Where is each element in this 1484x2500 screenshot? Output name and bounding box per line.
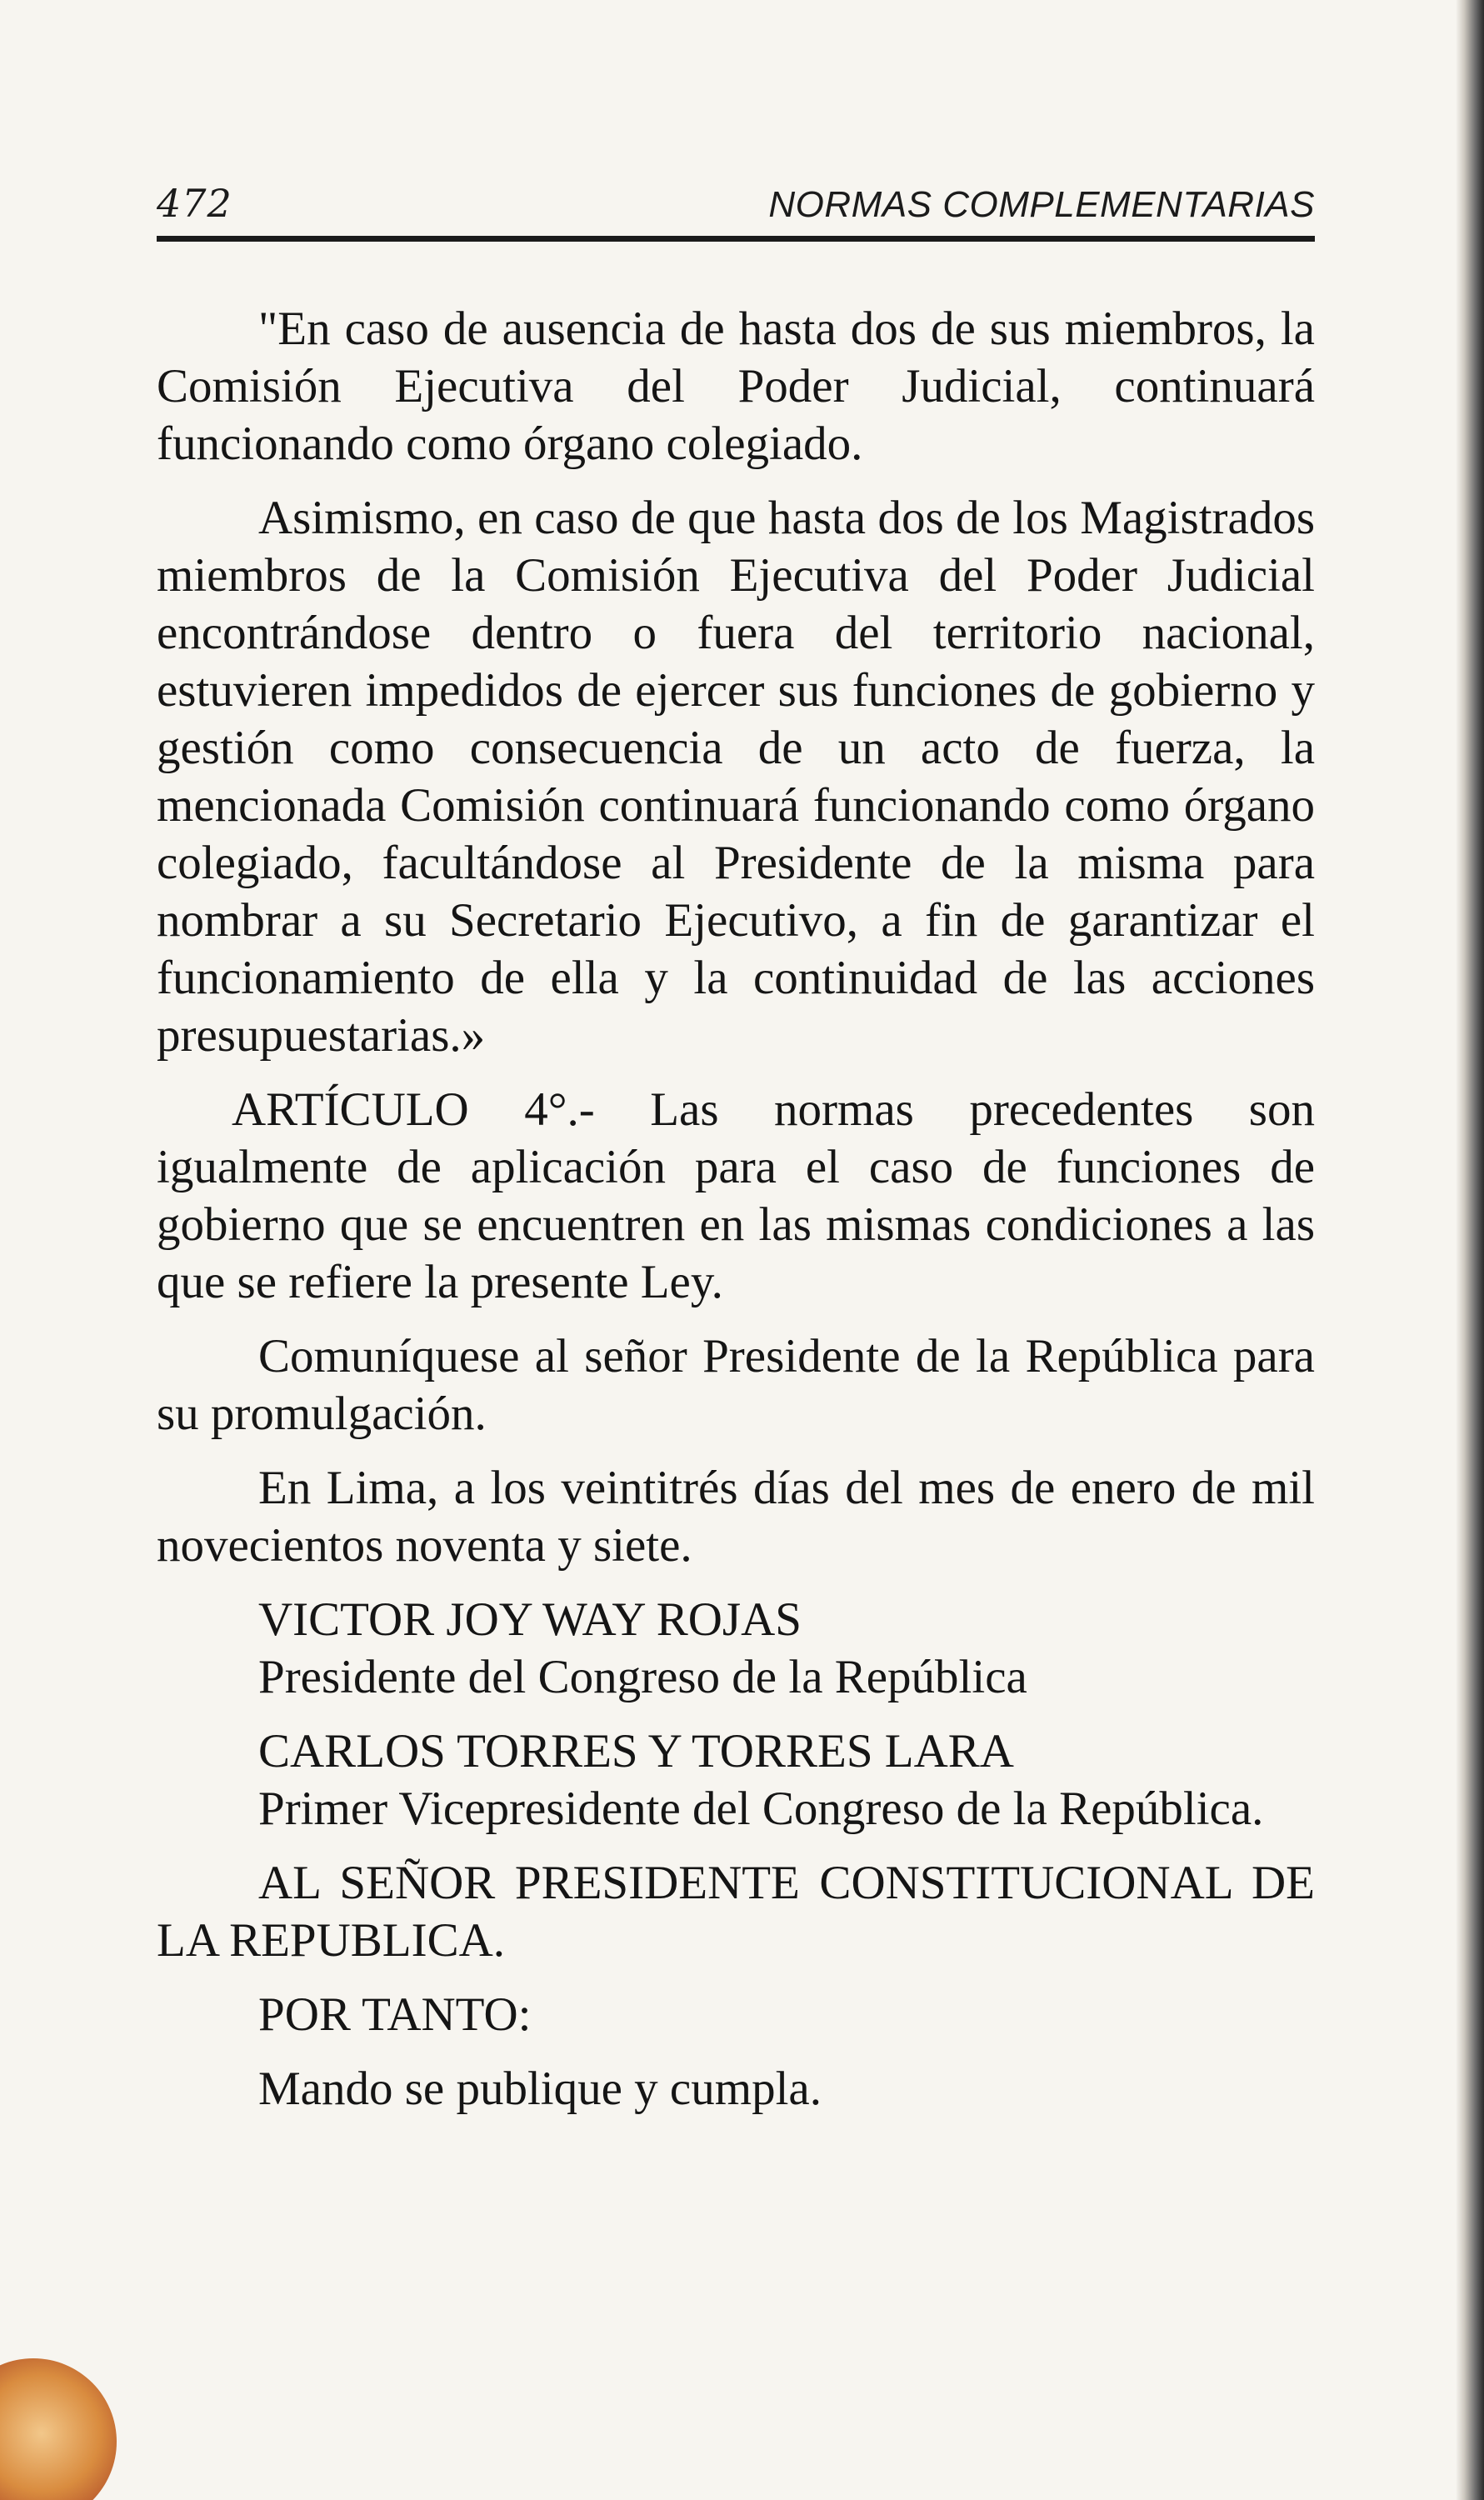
signatory-2 [157,1722,1315,1838]
running-head: NORMAS COMPLEMENTARIAS [768,184,1315,225]
corner-sticker [0,2358,117,2500]
signatory-title: Primer Vicepresidente del Congreso de la República. [258,1782,1264,1835]
paragraph-articulo-4: ARTÍCULO 4°.- Las normas precedentes son igualmente de aplicación para el caso de funciones de gobierno que se encuentren en las mismas condiciones a las que se refiere la presente Ley. [157,1083,1315,1308]
closing-por-tanto: POR TANTO: [258,1988,532,2041]
closing-addressee: AL SEÑOR PRESIDENTE CONSTITUCIONAL DE LA REPUBLICA. [157,1857,1315,1967]
page-edge-shadow [1456,0,1484,2500]
signatory-name: CARLOS TORRES Y TORRES LARA [258,1725,1014,1778]
signatory-name: VICTOR JOY WAY ROJAS [258,1593,802,1646]
paragraph-comuniquese: Comuníquese al señor Presidente de la República para su promulgación. [157,1330,1315,1440]
page-header [157,167,1315,242]
paragraph-ausencia: "En caso de ausencia de hasta dos de sus miembros, la Comisión Ejecutiva del Poder Judicial, continuará funcionando como órgano colegiado. [157,302,1315,470]
paragraph-en-lima: En Lima, a los veintitrés días del mes de enero de mil novecientos noventa y siete. [157,1462,1315,1572]
signatory-1 [157,1591,1315,1706]
paragraph-asimismo: Asimismo, en caso de que hasta dos de los Magistrados miembros de la Comisión Ejecutiva del Poder Judicial encontrándose dentro o fuera del territorio nacional, estuvieren impedidos de ejercer sus funciones de gobierno y gestión como consecuencia de un acto de fuerza, la mencionada Comisión continuará funcionando como órgano colegiado, facultándose al Presidente de la misma para nombrar a su Secretario Ejecutivo, a fin de garantizar el funcionamiento de ella y la continuidad de las acciones presupuestarias.» [157,492,1315,1062]
body-text [157,300,1315,2134]
closing-mandate: Mando se publique y cumpla. [258,2062,822,2115]
signatory-title-wrap [157,1780,1315,1838]
signatory-title: Presidente del Congreso de la República [258,1651,1027,1703]
page-number: 472 [157,181,232,226]
